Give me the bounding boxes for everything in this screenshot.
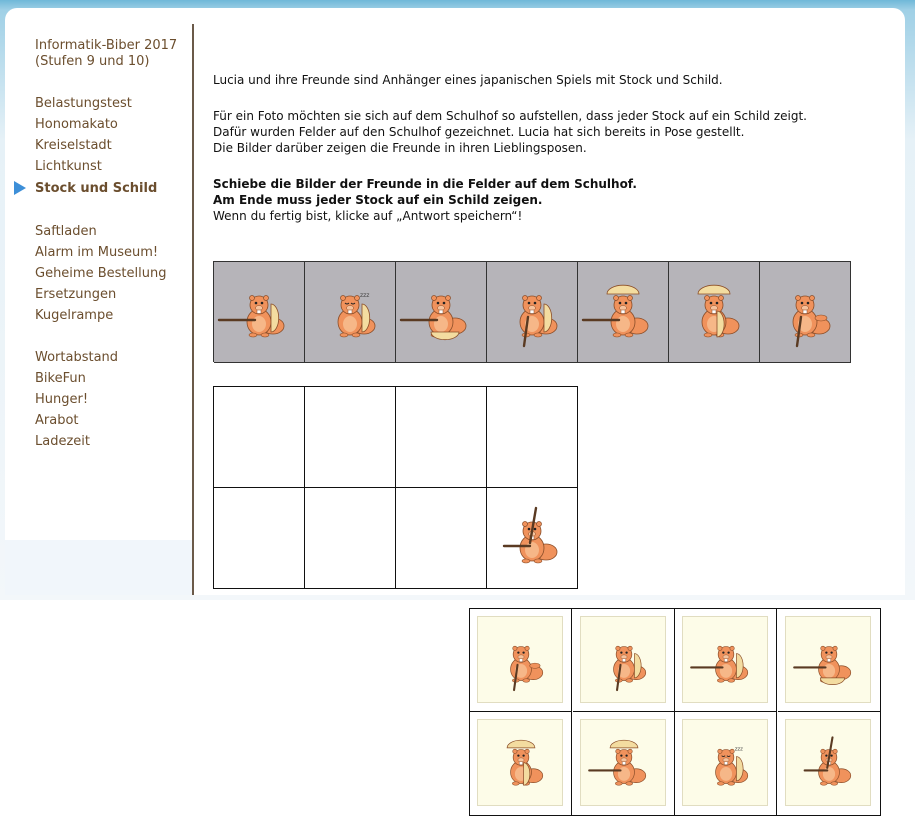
beaver-stick-left-shield-right-icon [683, 617, 769, 704]
nav-item-arabot[interactable]: Arabot [35, 413, 79, 428]
nav-item-stock-und-schild[interactable]: Stock und Schild [35, 181, 158, 196]
draggable-friend-stick-left-shield-right[interactable] [675, 609, 777, 712]
beaver-stick-down-shield-right-icon [581, 617, 667, 704]
yard-slot-r1-c0[interactable] [214, 488, 305, 589]
svg-text:zzz: zzz [360, 292, 370, 299]
beaver-stick-down-waving-icon [760, 262, 850, 362]
instruction-line: Am Ende muss jeder Stock auf ein Schild zeigen. [213, 193, 543, 207]
friend-card [785, 719, 871, 806]
draggable-friend-sleeping-shield-right[interactable] [675, 712, 777, 815]
yard-slot-r1-c2[interactable] [396, 488, 487, 589]
draggable-friend-stick-down-shield-right[interactable] [573, 609, 675, 712]
nav-item-ladezeit[interactable]: Ladezeit [35, 434, 90, 449]
beaver-stick-left-shield-right-icon [214, 262, 304, 362]
beaver-sleeping-shield-right-icon [683, 720, 769, 807]
friend-card [682, 719, 768, 806]
task-description [213, 72, 893, 224]
friend-card [477, 616, 563, 703]
yard-slot-r0-c1[interactable] [305, 387, 396, 488]
draggable-friend-stick-left-shield-bottom[interactable] [778, 609, 880, 712]
pose-cell-stick-down-waving [760, 262, 851, 363]
pose-cell-stick-left-shield-top [578, 262, 669, 363]
beaver-stick-left-shield-top-icon [581, 720, 667, 807]
nav-item-lichtkunst[interactable]: Lichtkunst [35, 159, 102, 174]
beaver-sleeping-shield-right-icon [305, 262, 395, 362]
friend-card [580, 719, 666, 806]
beaver-stick-down-shield-right-icon [487, 262, 577, 362]
pose-cell-stick-left-shield-right [214, 262, 305, 363]
description-line: Dafür wurden Felder auf den Schulhof gezeichnet. Lucia hat sich bereits in Pose gestellt. [213, 125, 745, 139]
friends-poses-row [213, 261, 851, 362]
nav-item-alarm-im-museum[interactable]: Alarm im Museum! [35, 245, 159, 260]
nav-item-belastungstest[interactable]: Belastungstest [35, 96, 132, 111]
svg-text:zzz: zzz [734, 746, 743, 753]
beaver-stick-left-shield-top-icon [578, 262, 668, 362]
nav-item-saftladen[interactable]: Saftladen [35, 224, 97, 239]
draggable-friend-stick-up-left[interactable] [778, 712, 880, 815]
instruction-line: Schiebe die Bilder der Freunde in die Felder auf dem Schulhof. [213, 177, 637, 191]
friend-card [785, 616, 871, 703]
schoolyard-grid [213, 386, 578, 589]
beaver-stick-up-left-icon [786, 720, 872, 807]
nav-item-hunger[interactable]: Hunger! [35, 392, 89, 407]
beaver-stick-left-shield-bottom-icon [786, 617, 872, 704]
pose-cell-stick-left-shield-bottom [396, 262, 487, 363]
description-line: Für ein Foto möchten sie sich auf dem Schulhof so aufstellen, dass jeder Stock auf ein Schild zeigt. [213, 109, 807, 123]
nav-item-wortabstand[interactable]: Wortabstand [35, 350, 119, 365]
nav-item-ersetzungen[interactable]: Ersetzungen [35, 287, 117, 302]
yard-slot-r0-c0[interactable] [214, 387, 305, 488]
lucia-beaver-icon [487, 488, 577, 588]
draggable-friend-shield-top-shield-front[interactable] [470, 712, 572, 815]
description-line: Die Bilder darüber zeigen die Freunde in ihren Lieblingsposen. [213, 141, 587, 155]
intro-text: Lucia und ihre Freunde sind Anhänger eines japanischen Spiels mit Stock und Schild. [213, 73, 723, 87]
draggable-friend-stick-left-shield-top[interactable] [573, 712, 675, 815]
current-task-arrow-icon [14, 181, 26, 195]
nav-item-geheime-bestellung[interactable]: Geheime Bestellung [35, 266, 167, 281]
pose-cell-sleeping-shield-right [305, 262, 396, 363]
nav-item-kreiselstadt[interactable]: Kreiselstadt [35, 138, 112, 153]
yard-slot-r0-c3[interactable] [487, 387, 578, 488]
yard-slot-r0-c2[interactable] [396, 387, 487, 488]
nav-item-honomakato[interactable]: Honomakato [35, 117, 118, 132]
finish-hint: Wenn du fertig bist, klicke auf „Antwort speichern“! [213, 209, 523, 223]
friend-card [682, 616, 768, 703]
friend-card [477, 719, 563, 806]
friends-palette [469, 608, 881, 816]
contest-title: Informatik-Biber 2017 (Stufen 9 und 10) [35, 38, 178, 69]
pose-cell-shield-top-shield-front [669, 262, 760, 363]
yard-slot-r1-c1[interactable] [305, 488, 396, 589]
draggable-friend-stick-down-waving[interactable] [470, 609, 572, 712]
beaver-stick-left-shield-bottom-icon [396, 262, 486, 362]
beaver-stick-down-waving-icon [478, 617, 564, 704]
sidebar-divider [192, 24, 194, 595]
beaver-shield-top-shield-front-icon [669, 262, 759, 362]
friend-card [580, 616, 666, 703]
nav-item-bikefun[interactable]: BikeFun [35, 371, 86, 386]
sidebar-footer [5, 540, 192, 595]
nav-item-kugelrampe[interactable]: Kugelrampe [35, 308, 114, 323]
pose-cell-stick-down-shield-right [487, 262, 578, 363]
beaver-shield-top-shield-front-icon [478, 720, 564, 807]
yard-slot-r1-c3 [487, 488, 578, 589]
